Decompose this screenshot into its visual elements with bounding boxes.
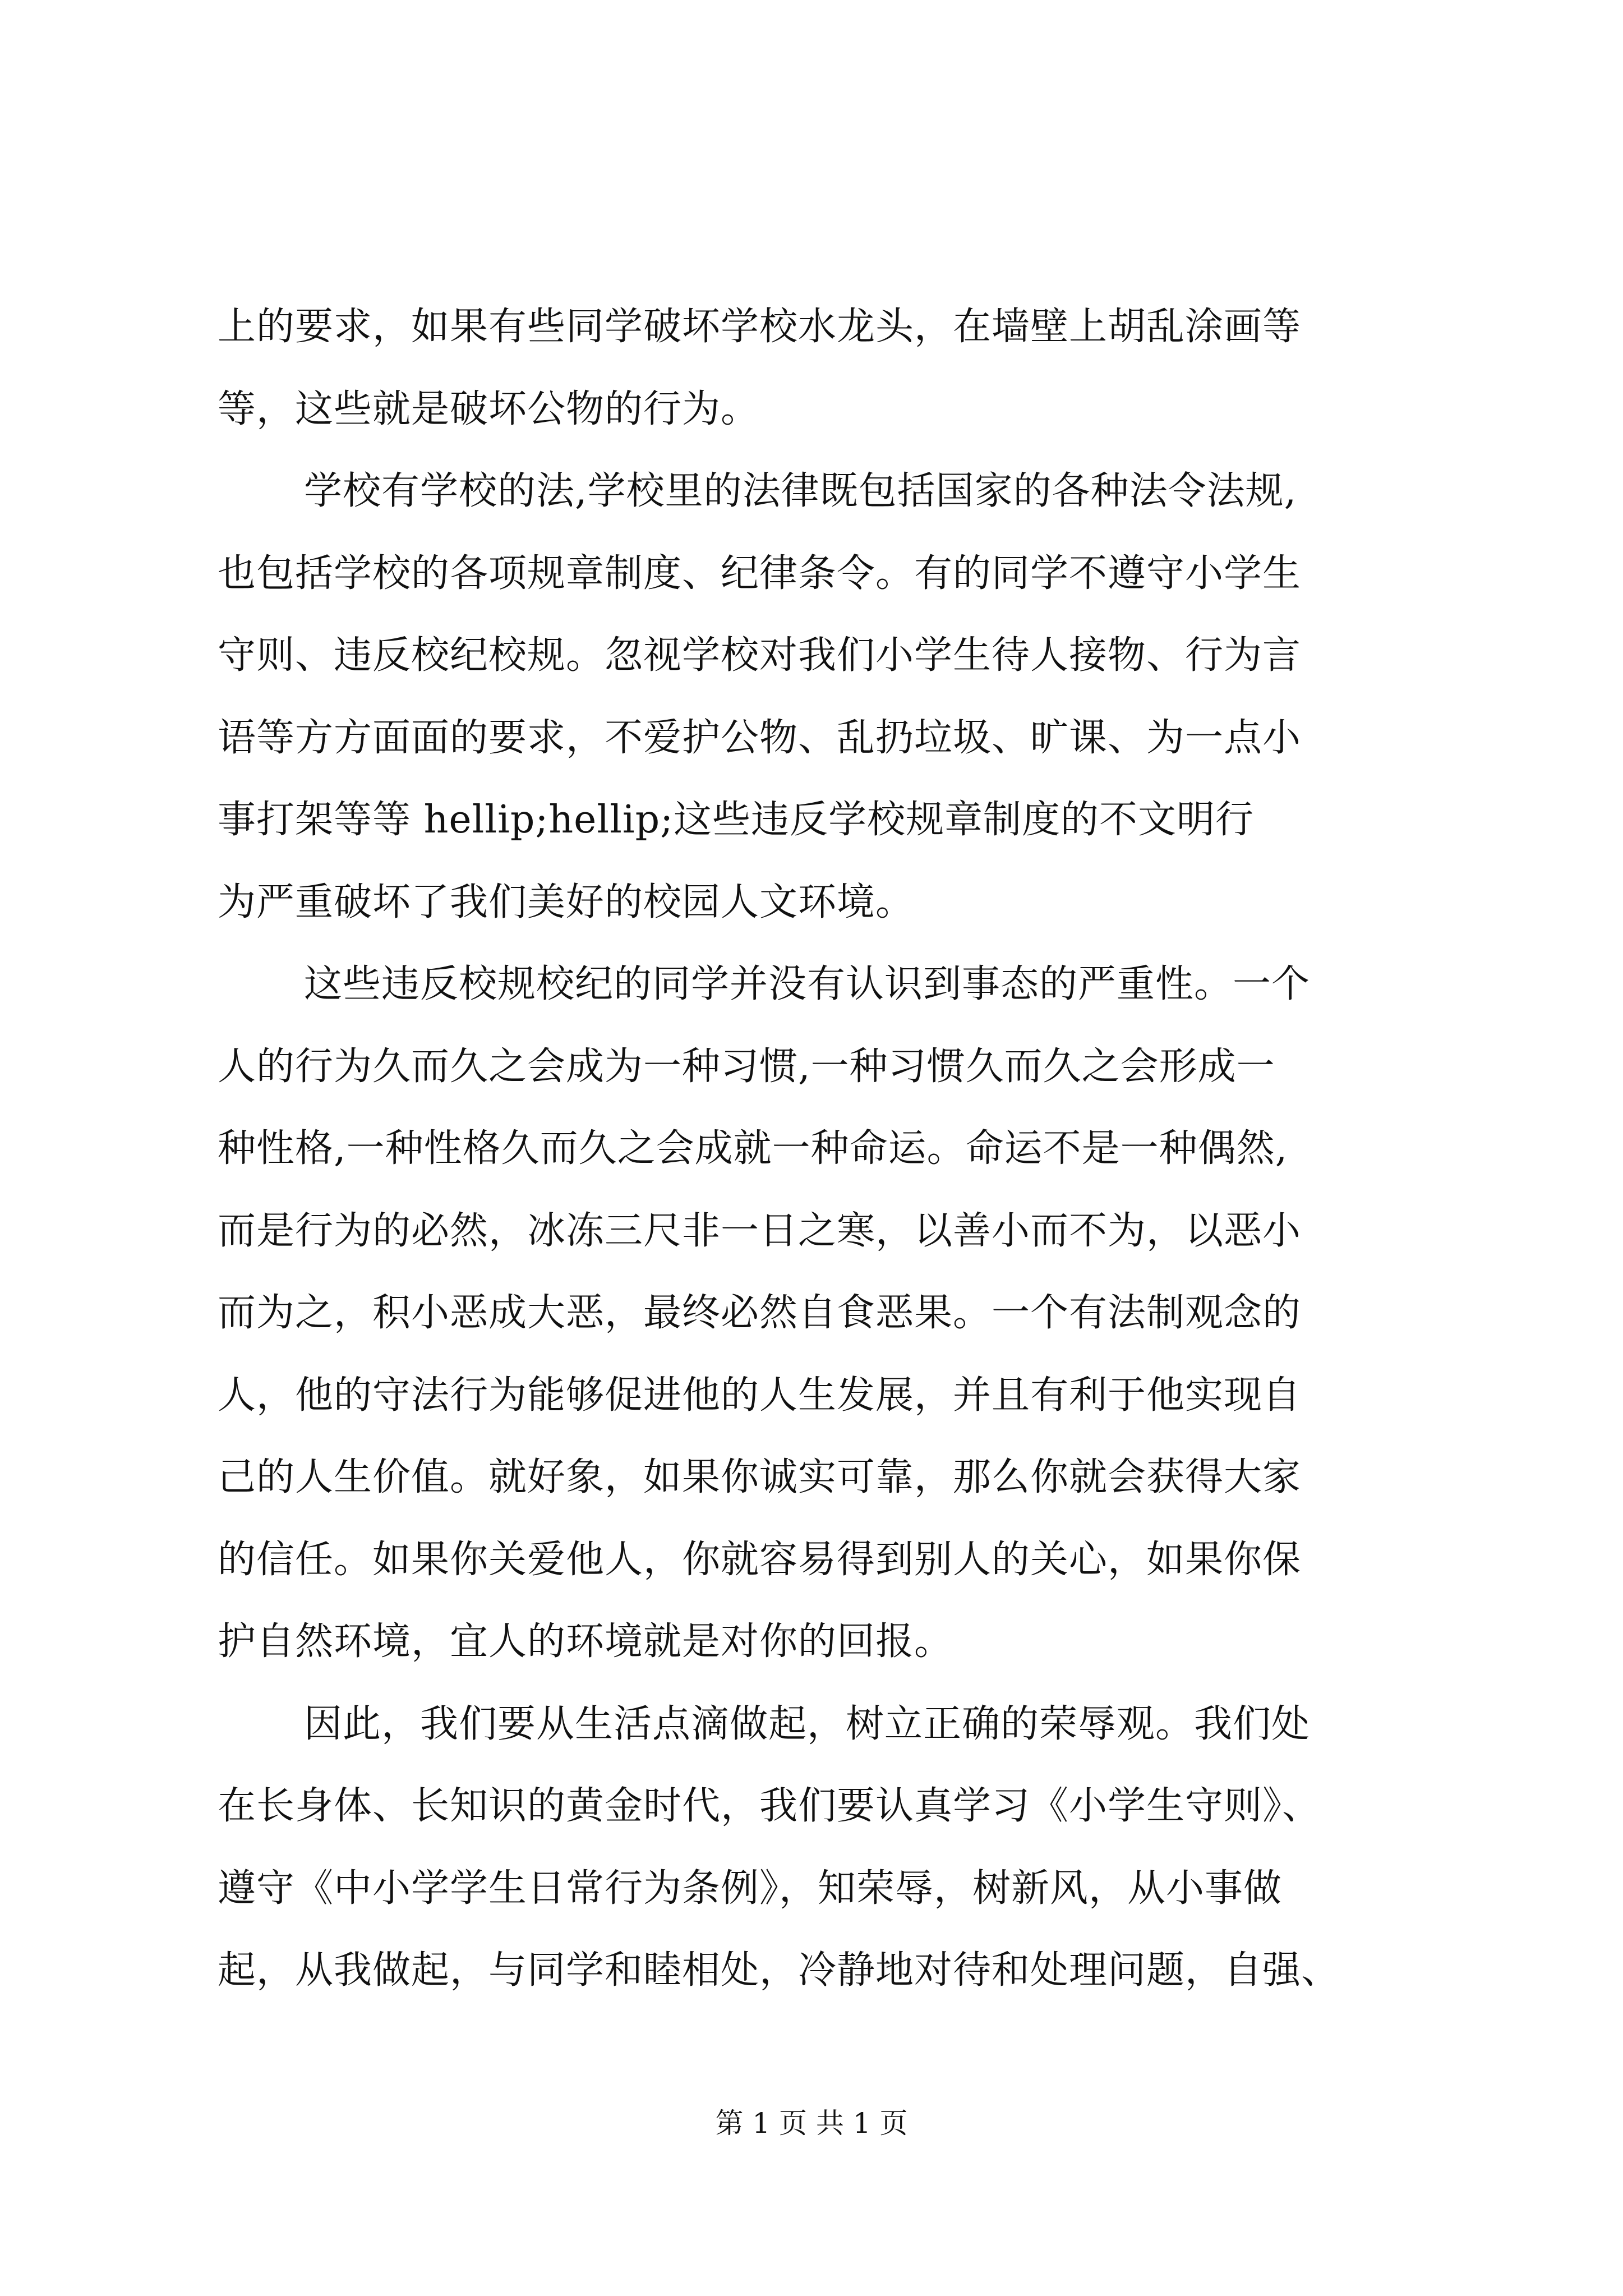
text-line: 而为之，积小恶成大恶，最终必然自食恶果。一个有法制观念的 xyxy=(218,1291,1302,1335)
body-text xyxy=(218,286,1423,2012)
text-line: 遵守《中小学学生日常行为条例》，知荣辱，树新风，从小事做 xyxy=(218,1866,1283,1911)
text-line: 己的人生价值。就好象，如果你诚实可靠，那么你就会获得大家 xyxy=(218,1455,1302,1499)
text-line: 的信任。如果你关爱他人，你就容易得到别人的关心，如果你保 xyxy=(218,1537,1302,1582)
text-line: 起，从我做起，与同学和睦相处，冷静地对待和处理问题，自强、 xyxy=(218,1948,1340,1993)
text-line: 等，这些就是破坏公物的行为。 xyxy=(218,386,760,431)
text-line: 上的要求，如果有些同学破坏学校水龙头，在墙壁上胡乱涂画等 xyxy=(218,305,1302,349)
text-line: 语等方方面面的要求，不爱护公物、乱扔垃圾、旷课、为一点小 xyxy=(218,715,1302,760)
page-number-footer: 第 1 页 共 1 页 xyxy=(715,2107,908,2139)
text-line: 人，他的守法行为能够促进他的人生发展，并且有利于他实现自 xyxy=(218,1373,1302,1418)
text-line: 在长身体、长知识的黄金时代，我们要认真学习《小学生守则》、 xyxy=(218,1784,1321,1828)
text-line: 种性格,一种性格久而久之会成就一种命运。命运不是一种偶然, xyxy=(218,1126,1288,1171)
text-line: 守则、违反校纪校规。忽视学校对我们小学生待人接物、行为言 xyxy=(218,633,1302,678)
text-line: 而是行为的必然，冰冻三尺非一日之寒，以善小而不为，以恶小 xyxy=(218,1208,1302,1253)
text-line: 也包括学校的各项规章制度、纪律条令。有的同学不遵守小学生 xyxy=(218,551,1302,596)
text-line: 事打架等等 hellip;hellip;这些违反学校规章制度的不文明行 xyxy=(218,798,1255,842)
paragraph-first-line: 学校有学校的法,学校里的法律既包括国家的各种法令法规, xyxy=(304,469,1297,513)
text-line: 护自然环境，宜人的环境就是对你的回报。 xyxy=(218,1619,953,1664)
paragraph-first-line: 这些违反校规校纪的同学并没有认识到事态的严重性。一个 xyxy=(304,962,1311,1006)
text-line: 为严重破坏了我们美好的校园人文环境。 xyxy=(218,880,915,924)
text-line: 人的行为久而久之会成为一种习惯,一种习惯久而久之会形成一 xyxy=(218,1044,1275,1089)
paragraph-first-line: 因此，我们要从生活点滴做起，树立正确的荣辱观。我们处 xyxy=(304,1701,1311,1746)
